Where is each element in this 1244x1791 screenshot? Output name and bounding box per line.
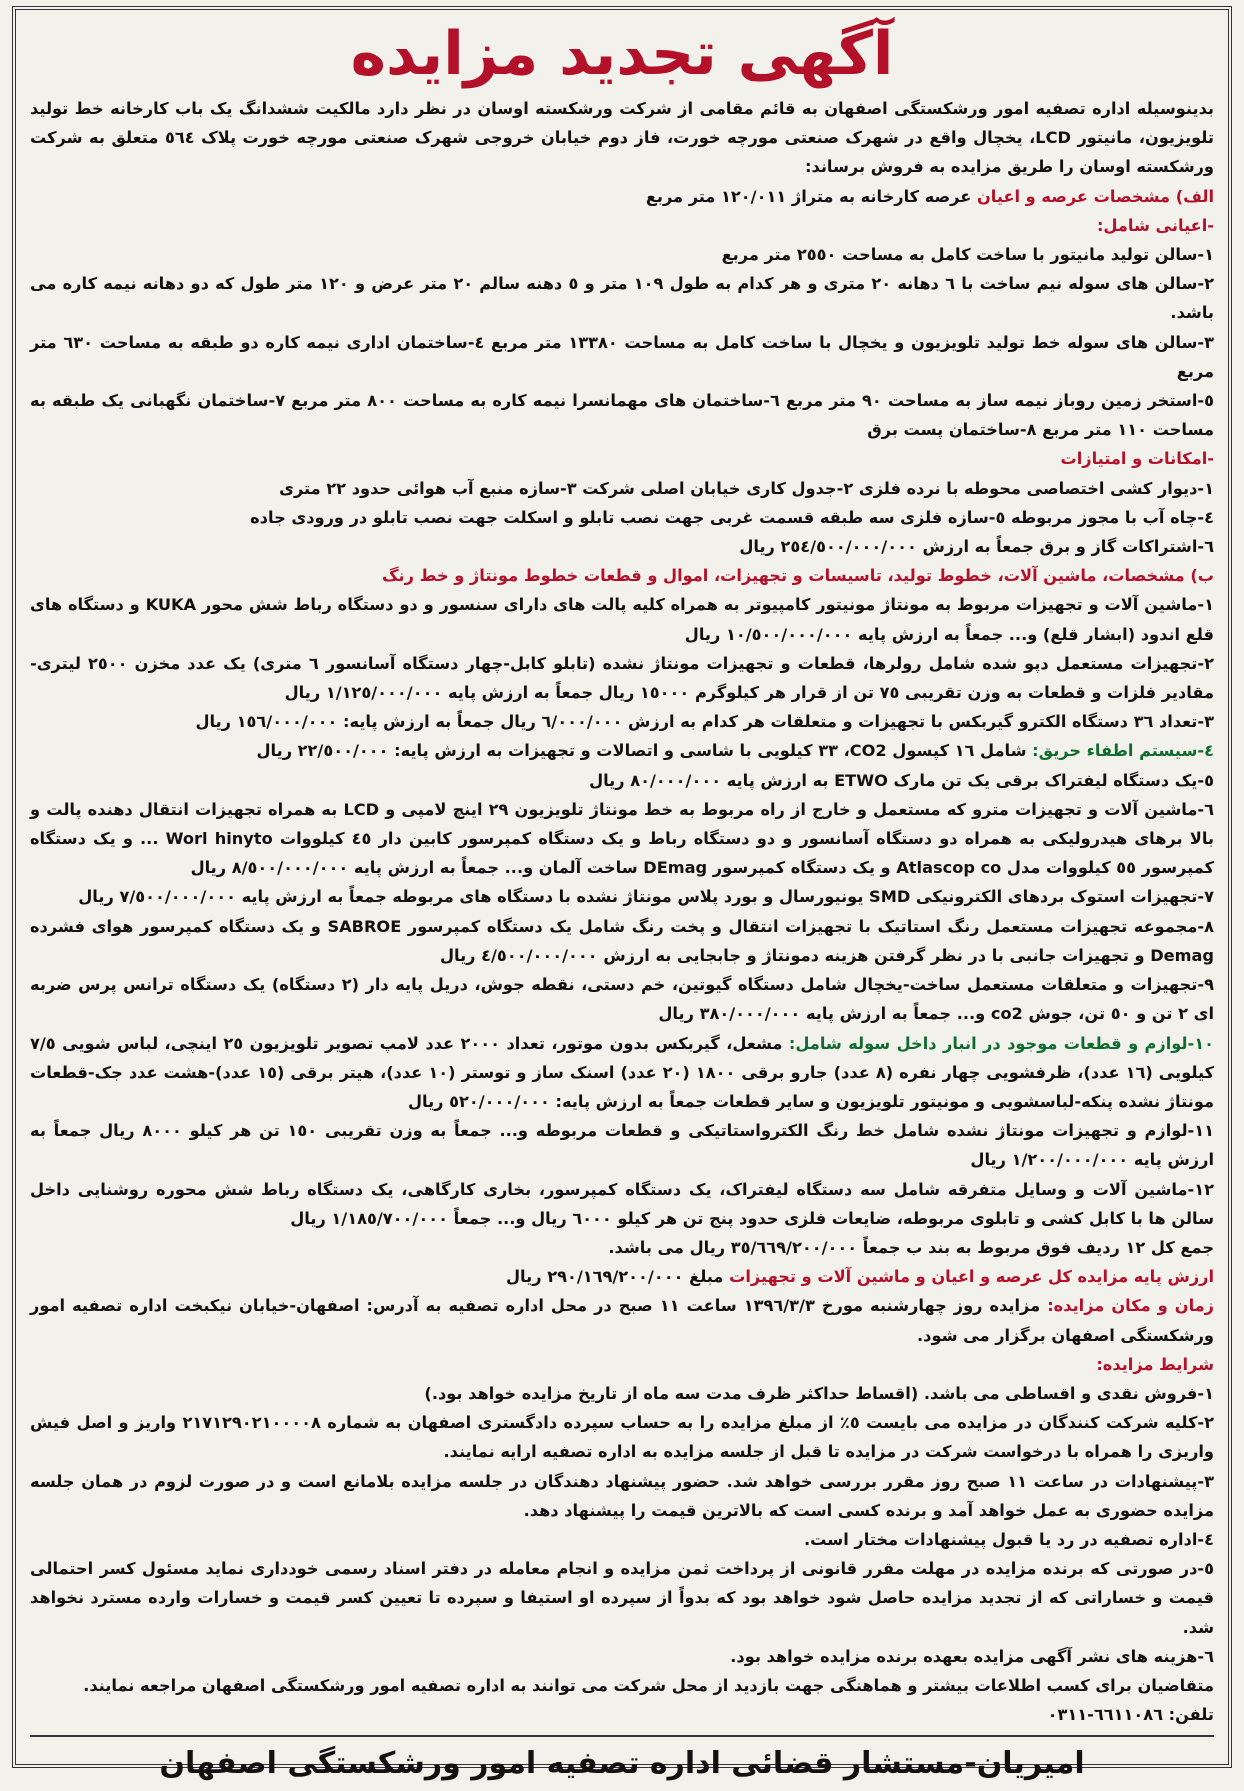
section-a: [30, 182, 1214, 211]
machinery-item: ٣-تعداد ٣٦ دستگاه الکترو گیربکس با تجهیزات و متعلقات هر کدام به ارزش ٦/٠٠٠/٠٠٠ ریال جمعاً به ارزش پایه: ١٥٦/٠٠٠/٠٠٠ ریال: [195, 712, 1214, 732]
fire-system-label: ٤-سیستم اطفاء حریق:: [1032, 741, 1214, 761]
section-a-heading: الف) مشخصات عرصه و اعیان: [976, 186, 1214, 206]
machinery-item: ٢-تجهیزات مستعمل دپو شده شامل رولرها، قطعات و تجهیزات مونتاژ نشده (تابلو کابل-چهار دستگاه آسانسور ٦ متری) یک عدد مخزن ٢٥٠٠ لیتری-مقادیر فلزات و قطعات به وزن تقریبی ٧٥ تن از قرار هر کیلوگرم ١٥٠٠٠ ریال جمعاً به ارزش پایه ١/١٢٥/٠٠٠/٠٠٠ ریال: [30, 653, 1214, 703]
warehouse-label: ١٠-لوازم و قطعات موجود در انبار داخل سوله شامل:: [788, 1033, 1214, 1053]
section-b-heading: ب) مشخصات، ماشین آلات، خطوط تولید، تاسیسات و تجهیزات، اموال و قطعات خطوط مونتاژ و خط رنگ: [381, 566, 1214, 586]
machinery-item-10: [30, 1029, 1214, 1117]
time-place: [30, 1291, 1214, 1349]
facility-item: ٤-چاه آب با مجوز مربوطه ٥-سازه فلزی سه طبقه قسمت غربی جهت نصب تابلو و اسکلت جهت نصب تابلو در ورودی جاده: [250, 507, 1214, 527]
machinery-item: ٥-یک دستگاه لیفتراک برقی یک تن مارک ETWO به ارزش پایه ٨٠/٠٠٠/٠٠٠ ریال: [589, 770, 1214, 790]
facilities-heading: -امکانات و امتیازات: [1060, 449, 1214, 469]
base-value-amount: مبلغ ٢٩٠/١٦٩/٢٠٠/٠٠٠ ریال: [506, 1267, 724, 1287]
facility-item: ٦-اشتراکات گاز و برق جمعاً به ارزش ٢٥٤/٥٠٠/٠٠٠/٠٠٠ ریال: [739, 537, 1214, 557]
fire-system-text: شامل ١٦ کپسول CO2، ٣٣ کیلویی با شاسی و اتصالات و تجهیزات به ارزش پایه: ٢٢/٥٠٠/٠٠٠ ریال: [256, 741, 1027, 761]
machinery-item: ٨-مجموعه تجهیزات مستعمل رنگ استاتیک با تجهیزات انتقال و پخت رنگ شامل یک دستگاه کمپرسور SABROE و یک دستگاه کمپرسور هوای فشرده Demag و تجهیزات جانبی با در نظر گرفتن هزینه دمونتاژ و جابجایی به ارزش ٤/٥٠٠/٠٠٠/٠٠٠ ریال: [30, 916, 1214, 965]
facility-item: ١-دیوار کشی اختصاصی محوطه با نرده فلزی ٢-جدول کاری خیابان اصلی شرکت ٣-سازه منبع آب هوائی حدود ٢٢ متری: [279, 478, 1214, 498]
machinery-item: ٧-تجهیزات استوک بردهای الکترونیکی SMD یونیورسال و بورد پلاس مونتاژ نشده با دستگاه های مربوطه جمعاً به ارزش پایه ٧/٥٠٠/٠٠٠/٠٠٠ ریال: [78, 887, 1214, 907]
condition-item: ١-فروش نقدی و اقساطی می باشد. (اقساط حداکثر ظرف مدت سه ماه از تاریخ مزایده خواهد بود.): [424, 1383, 1214, 1403]
intro-paragraph: بدینوسیله اداره تصفیه امور ورشکستگی اصفهان به قائم مقامی از شرکت ورشکسته اوسان در نظر دارد مالکیت ششدانگ یک باب کارخانه خط تولید تلویزیون، مانیتور LCD، یخچال واقع در شهرک صنعتی مورچه خورت، فاز دوم خیابان خروجی شهرک صنعتی مورچه خورت پلاک ٥٦٤ متعلق به شرکت ورشکسته اوسان را طریق مزایده به فروش برساند:: [30, 99, 1214, 177]
section-b-total: جمع کل ١٢ ردیف فوق مربوط به بند ب جمعاً ٣٥/٦٦٩/٢٠٠/٠٠٠ ریال می باشد.: [608, 1237, 1214, 1257]
machinery-item: ١-ماشین آلات و تجهیزات مربوط به مونتاژ مونیتور کامپیوتر به همراه کلیه پالت های دارای سنسور و دو دستگاه رباط شش محور KUKA و دستگاه های قلع اندود (ابشار قلع) و... جمعاً به ارزش پایه ١٠/٥٠٠/٠٠٠/٠٠٠ ریال: [30, 595, 1214, 644]
notice-title: آگهی تجدید مزایده: [350, 19, 894, 89]
condition-item: ٤-اداره تصفیه در رد یا قبول پیشنهادات مختار است.: [804, 1529, 1214, 1549]
condition-item: ٥-در صورتی که برنده مزایده در مهلت مقرر قانونی از پرداخت ثمن مزایده و انجام معامله در دفتر اسناد رسمی خودداری نماید مسئول کسر احتمالی قیمت و خساراتی که از تجدید مزایده حاصل شود خواهد بود که بدواً از سپرده او استیفا و سپرده تا تعیین کسر قیمت و خسارات وارده مسترد نخواهد شد.: [30, 1559, 1214, 1637]
buildings-heading: -اعیانی شامل:: [1096, 215, 1214, 235]
time-place-text: مزایده روز چهارشنبه مورخ ١٣٩٦/٣/٣ ساعت ١١ صبح در محل اداره تصفیه به آدرس: اصفهان-خیابان نیکبخت اداره تصفیه امور ورشکستگی اصفهان برگزار می شود.: [30, 1296, 1214, 1345]
time-place-label: زمان و مکان مزایده:: [1047, 1296, 1215, 1316]
phone-number: تلفن: ٦٦١١٠٨٦-٠٣١١: [1047, 1705, 1214, 1725]
base-value: [30, 1262, 1214, 1291]
closing-text: متقاضیان برای کسب اطلاعات بیشتر و هماهنگی جهت بازدید از محل شرکت می توانند به اداره تصفیه امور ورشکستگی اصفهان مراجعه نمایند.: [83, 1675, 1214, 1695]
condition-item: ٣-پیشنهادات در ساعت ١١ صبح روز مقرر بررسی خواهد شد. حضور پیشنهاد دهندگان در جلسه مزایده بلامانع است و در صورت لزوم در همان جلسه مزایده حضوری به عمل خواهد آمد و برنده کسی است که بالاترین قیمت را پیشنهاد دهد.: [30, 1471, 1214, 1520]
building-item: ٣-سالن های سوله خط تولید تلویزیون و یخچال با ساخت کامل به مساحت ١٣٣٨٠ متر مربع ٤-ساختمان اداری نیمه کاره دو طبقه به مساحت ٦٣٠ متر مربع: [30, 332, 1214, 381]
machinery-item-4: [30, 736, 1214, 765]
base-value-label: ارزش پایه مزایده کل عرصه و اعیان و ماشین آلات و تجهیزات: [729, 1267, 1214, 1287]
section-a-text: عرصه کارخانه به متراژ ١٢٠/٠١١ متر مربع: [645, 186, 972, 206]
warehouse-text: مشعل، گیربکس بدون موتور، تعداد ٢٠٠٠ عدد لامپ تصویر تلویزیون ٢٥ اینچی، لباس شویی ٧/٥ کیلویی (١٦ عدد)، ظرفشویی چهار نفره (٨ عدد) جارو برقی ١٨٠٠ (٢٠ عدد) اسنک ساز و توستر (١٠ عدد)، هیتر برقی (١٥ عدد)-هشت عدد جک-قطعات مونتاژ نشده پنکه-لباسشویی و مونیتور تلویزیون و سایر قطعات جمعاً به ارزش پایه: ٥٢٠/٠٠٠/٠٠٠ ریال: [30, 1033, 1214, 1111]
machinery-item: ٩-تجهیزات و متعلقات مستعمل ساخت-یخچال شامل دستگاه گیوتین، خم دستی، نقطه جوش، دریل پایه دار (٢ دستگاه) یک دستگاه ترانس پرس ضربه ای ٢ تن و ٥٠ تن، جوش co2 و... جمعاً به ارزش پایه ٣٨٠/٠٠٠/٠٠٠ ریال: [30, 975, 1214, 1024]
notice-frame: [12, 6, 1232, 1782]
condition-item: ٢-کلیه شرکت کنندگان در مزایده می بایست ٥٪ از مبلغ مزایده را به حساب سپرده دادگستری اصفهان به شماره ٢١٧١٢٩٠٢١٠٠٠٠٨ واریز و اصل فیش واریزی را همراه با درخواست شرکت در مزایده تا قبل از جلسه مزایده به اداره تصفیه ارایه نمایند.: [30, 1413, 1214, 1462]
building-item: ١-سالن تولید مانیتور با ساخت کامل به مساحت ٢٥٥٠ متر مربع: [721, 245, 1214, 265]
notice-body: [30, 94, 1214, 1729]
building-item: ٥-استخر زمین روباز نیمه ساز به مساحت ٩٠ متر مربع ٦-ساختمان های مهمانسرا نیمه کاره به مساحت ٨٠٠ متر مربع ٧-ساختمان نگهبانی یک طبقه به مساحت ١١٠ متر مربع ٨-ساختمان پست برق: [30, 391, 1215, 440]
condition-item: ٦-هزینه های نشر آگهی مزایده بعهده برنده مزایده خواهد بود.: [730, 1646, 1214, 1666]
machinery-item: ١٢-ماشین آلات و وسایل متفرقه شامل سه دستگاه لیفتراک، یک دستگاه کمپرسور، بخاری کارگاهی، یک دستگاه رباط شش محوره روشنایی داخل سالن ها با کابل کشی و تابلوی مربوطه، ضایعات فلزی حدود پنج تن هر کیلو ٦٠٠٠ ریال و... جمعاً ١/١٨٥/٧٠٠/٠٠٠ ریال: [30, 1179, 1214, 1228]
building-item: ٢-سالن های سوله نیم ساخت با ٦ دهانه ٢٠ متری و هر کدام به طول ١٠٩ متر و ٥ دهنه سالم ٢٠ متر عرض و ١٢٠ متر طول که دو دهانه نیمه کاره می باشد.: [30, 274, 1214, 323]
signature-line: امیریان-مستشار قضائی اداره تصفیه امور ورشکستگی اصفهان: [159, 1746, 1085, 1782]
conditions-heading: شرایط مزایده:: [1096, 1354, 1214, 1374]
machinery-item: ١١-لوازم و تجهیزات مونتاژ نشده شامل خط رنگ الکترواستاتیکی و قطعات مربوطه و... جمعاً به وزن تقریبی ١٥٠ تن هر کیلو ٨٠٠٠ ریال جمعاً به ارزش پایه ١/٢٠٠/٠٠٠/٠٠٠ ریال: [30, 1121, 1215, 1170]
machinery-item: ٦-ماشین آلات و تجهیزات مترو که مستعمل و خارج از راه مربوط به خط مونتاژ تلویزیون ٢٩ اینچ لامپی و LCD به همراه تجهیزات انتقال دهنده پالت و بالا برهای هیدرولیکی به همراه دو دستگاه آسانسور و دو دستگاه رباط و یک دستگاه کمپرسور کابین دار ٤٥ کیلووات Worl hinyto ... و یک دستگاه کمپرسور ٥٥ کیلووات مدل Atlascop co و یک دستگاه کمپرسور DEmag ساخت آلمان و... جمعاً به ارزش پایه ٨/٥٠٠/٠٠٠/٠٠٠ ریال: [30, 799, 1214, 878]
